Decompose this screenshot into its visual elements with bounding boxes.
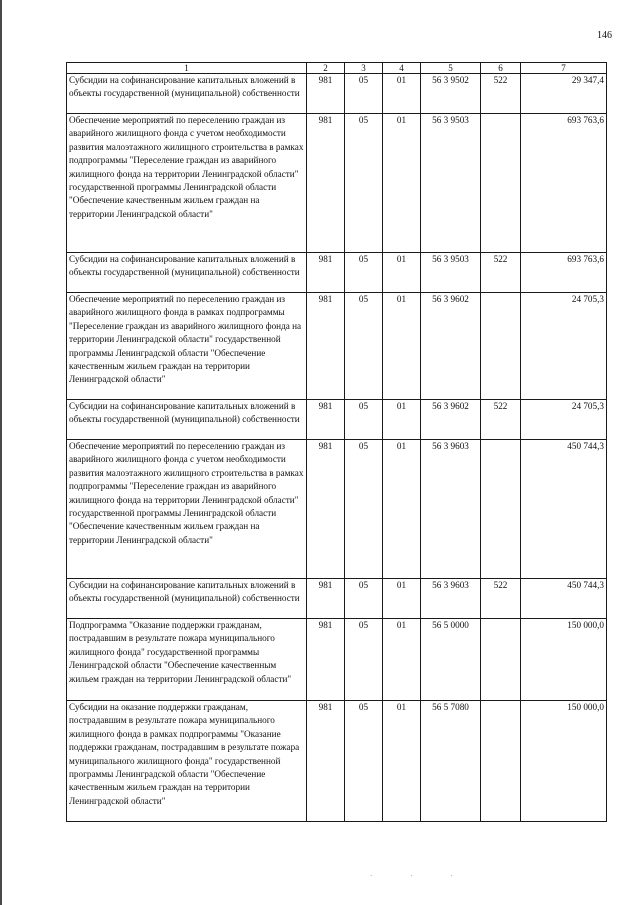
row-vr-code	[481, 293, 521, 400]
row-gv-code: 981	[307, 579, 345, 619]
row-description: Обеспечение мероприятий по переселению граждан из аварийного жилищного фонда с учетом необходимости развития малоэтажного жилищного строительства в рамках подпрограммы "Переселение граждан из аварийного жилищного фонда на территории Ленинградской области" государственной программы Ленинградской области "Обеспечение качественным жильем граждан на территории Ленинградской области"	[67, 440, 307, 579]
row-vr-code	[481, 701, 521, 822]
table-row	[67, 400, 607, 440]
row-pr-code: 01	[383, 400, 421, 440]
table-row	[67, 74, 607, 114]
row-amount: 150 000,0	[521, 619, 607, 701]
row-vr-code: 522	[481, 579, 521, 619]
row-amount: 693 763,6	[521, 114, 607, 253]
row-csr-code: 56 3 9503	[421, 253, 481, 293]
row-vr-code: 522	[481, 400, 521, 440]
row-amount: 450 744,3	[521, 440, 607, 579]
row-amount: 450 744,3	[521, 579, 607, 619]
row-description: Обеспечение мероприятий по переселению граждан из аварийного жилищного фонда в рамках подпрограммы "Переселение граждан из аварийного жилищного фонда на территории Ленинградской области" государственной программы Ленинградской области "Обеспечение качественным жильем граждан на территории Ленинградской области"	[67, 293, 307, 400]
row-csr-code: 56 3 9603	[421, 440, 481, 579]
table-row	[67, 579, 607, 619]
row-amount: 24 705,3	[521, 293, 607, 400]
header-col-2: 2	[307, 63, 345, 74]
row-rz-code: 05	[345, 400, 383, 440]
row-gv-code: 981	[307, 114, 345, 253]
row-pr-code: 01	[383, 253, 421, 293]
budget-table	[66, 62, 607, 822]
row-gv-code: 981	[307, 253, 345, 293]
row-description: Субсидии на оказание поддержки гражданам, пострадавшим в результате пожара муниципального жилищного фонда в рамках подпрограммы "Оказание поддержки гражданам, пострадавшим в результате пожара муниципального жилищного фонда" государственной программы Ленинградской области "Обеспечение качественным жильем граждан на территории Ленинградской области"	[67, 701, 307, 822]
row-rz-code: 05	[345, 701, 383, 822]
table-row	[67, 253, 607, 293]
row-vr-code	[481, 440, 521, 579]
row-rz-code: 05	[345, 579, 383, 619]
row-pr-code: 01	[383, 114, 421, 253]
row-vr-code	[481, 114, 521, 253]
row-rz-code: 05	[345, 619, 383, 701]
row-description: Субсидии на софинансирование капитальных вложений в объекты государственной (муниципальной) собственности	[67, 400, 307, 440]
table-row	[67, 619, 607, 701]
row-pr-code: 01	[383, 74, 421, 114]
row-vr-code	[481, 619, 521, 701]
row-gv-code: 981	[307, 619, 345, 701]
row-amount: 29 347,4	[521, 74, 607, 114]
table-row	[67, 293, 607, 400]
scan-specks: · · ·	[370, 872, 471, 880]
row-description: Субсидии на софинансирование капитальных вложений в объекты государственной (муниципальной) собственности	[67, 579, 307, 619]
row-pr-code: 01	[383, 440, 421, 579]
row-rz-code: 05	[345, 253, 383, 293]
row-rz-code: 05	[345, 74, 383, 114]
row-pr-code: 01	[383, 701, 421, 822]
row-description: Обеспечение мероприятий по переселению граждан из аварийного жилищного фонда с учетом необходимости развития малоэтажного жилищного строительства в рамках подпрограммы "Переселение граждан из аварийного жилищного фонда на территории Ленинградской области" государственной программы Ленинградской области "Обеспечение качественным жильем граждан на территории Ленинградской области"	[67, 114, 307, 253]
row-vr-code: 522	[481, 253, 521, 293]
header-col-6: 6	[481, 63, 521, 74]
row-description: Субсидии на софинансирование капитальных вложений в объекты государственной (муниципальной) собственности	[67, 74, 307, 114]
row-gv-code: 981	[307, 701, 345, 822]
row-gv-code: 981	[307, 293, 345, 400]
row-csr-code: 56 3 9602	[421, 400, 481, 440]
row-gv-code: 981	[307, 440, 345, 579]
row-amount: 693 763,6	[521, 253, 607, 293]
row-csr-code: 56 3 9602	[421, 293, 481, 400]
row-rz-code: 05	[345, 293, 383, 400]
header-col-3: 3	[345, 63, 383, 74]
row-vr-code: 522	[481, 74, 521, 114]
row-rz-code: 05	[345, 114, 383, 253]
table-row	[67, 114, 607, 253]
header-row	[67, 63, 607, 74]
row-gv-code: 981	[307, 400, 345, 440]
row-amount: 24 705,3	[521, 400, 607, 440]
row-rz-code: 05	[345, 440, 383, 579]
row-csr-code: 56 3 9603	[421, 579, 481, 619]
row-csr-code: 56 3 9502	[421, 74, 481, 114]
row-gv-code: 981	[307, 74, 345, 114]
header-col-4: 4	[383, 63, 421, 74]
scan-edge	[0, 0, 2, 905]
row-pr-code: 01	[383, 293, 421, 400]
row-pr-code: 01	[383, 619, 421, 701]
page-number: 146	[597, 30, 612, 41]
row-csr-code: 56 5 0000	[421, 619, 481, 701]
table-row	[67, 701, 607, 822]
row-csr-code: 56 3 9503	[421, 114, 481, 253]
row-description: Подпрограмма "Оказание поддержки гражданам, пострадавшим в результате пожара муниципального жилищного фонда" государственной программы Ленинградской области "Обеспечение качественным жильем граждан на территории Ленинградской области"	[67, 619, 307, 701]
row-description: Субсидии на софинансирование капитальных вложений в объекты государственной (муниципальной) собственности	[67, 253, 307, 293]
row-pr-code: 01	[383, 579, 421, 619]
table-row	[67, 440, 607, 579]
row-amount: 150 000,0	[521, 701, 607, 822]
header-col-5: 5	[421, 63, 481, 74]
header-col-1: 1	[67, 63, 307, 74]
header-col-7: 7	[521, 63, 607, 74]
row-csr-code: 56 5 7080	[421, 701, 481, 822]
